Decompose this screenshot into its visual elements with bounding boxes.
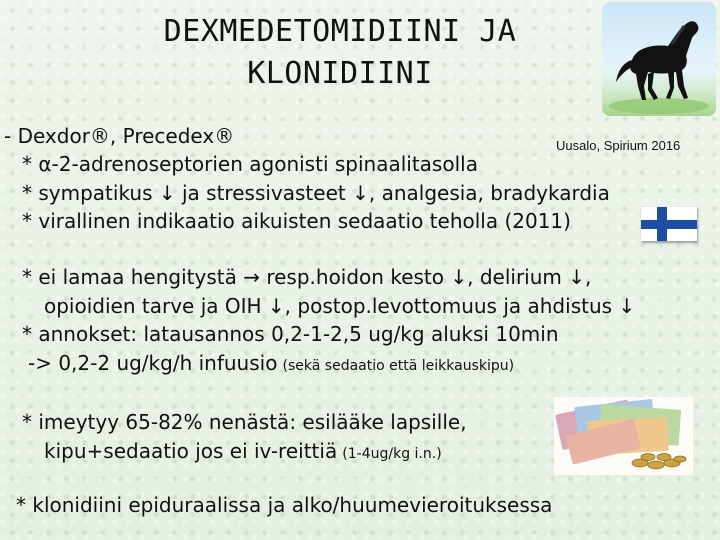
right-arrow-icon: → [243,265,260,289]
slide-title-line2: KLONIDIINI [247,56,433,91]
bullet-imeytyy: * imeytyy 65-82% nenästä: esilääke lapsille, [22,410,467,434]
bullet-klonidiini: * klonidiini epiduraalissa ja alko/huumevieroituksessa [16,493,553,517]
down-arrow-icon: ↓ [568,265,586,289]
down-arrow-icon: ↓ [450,265,468,289]
bullet-indikaatio: * virallinen indikaatio aikuisten sedaatio teholla (2011) [22,209,571,233]
down-arrow-icon: ↓ [618,294,636,318]
bullet-sympatikus [22,181,610,205]
bullet-hengitys-text-c: , delirium [467,265,562,289]
bullet-hengitys-line2-b: , postop.levottomuus ja ahdistus [284,294,613,318]
bullet-annokset: * annokset: latausannos 0,2-1-2,5 ug/kg aluksi 10min [22,322,559,346]
bullet-annokset-line2 [28,351,514,375]
bullet-annokset-line2-b: (sekä sedaatio että leikkauskipu) [282,358,515,374]
bullet-sympatikus-text-a: * sympatikus [22,181,153,205]
bullet-hengitys-text-d: , [585,265,592,289]
citation: Uusalo, Spirium 2016 [556,138,681,153]
bullet-imeytyy-line2 [44,439,442,463]
down-arrow-icon: ↓ [158,181,176,205]
bullet-annokset-line2-a: -> 0,2-2 ug/kg/h infuusio [28,351,278,375]
horse-photo [602,2,716,116]
bullet-alpha2: * α-2-adrenoseptorien agonisti spinaalitasolla [22,152,478,176]
down-arrow-icon: ↓ [267,294,285,318]
bullet-hengitys-text-a: * ei lamaa hengitystä [22,265,237,289]
slide-title-line1: DEXMEDETOMIDIINI JA [163,14,517,49]
down-arrow-icon: ↓ [352,181,369,205]
bullet-hengitys-text-b: resp.hoidon kesto [266,265,444,289]
brand-line: - Dexdor®, Precedex® [4,124,235,148]
bullet-sympatikus-text-c: , analgesia, bradykardia [368,181,610,205]
bullet-sympatikus-text-b: ja stressivasteet [182,181,346,205]
bullet-hengitys [22,265,591,289]
bullet-imeytyy-line2-a: kipu+sedaatio jos ei iv-reittiä [44,439,338,463]
euro-money-photo [554,397,693,475]
bullet-imeytyy-line2-b: (1-4ug/kg i.n.) [342,446,442,462]
finnish-flag [641,207,697,241]
bullet-hengitys-line2 [44,294,635,318]
bullet-hengitys-line2-a: opioidien tarve ja OIH [44,294,262,318]
